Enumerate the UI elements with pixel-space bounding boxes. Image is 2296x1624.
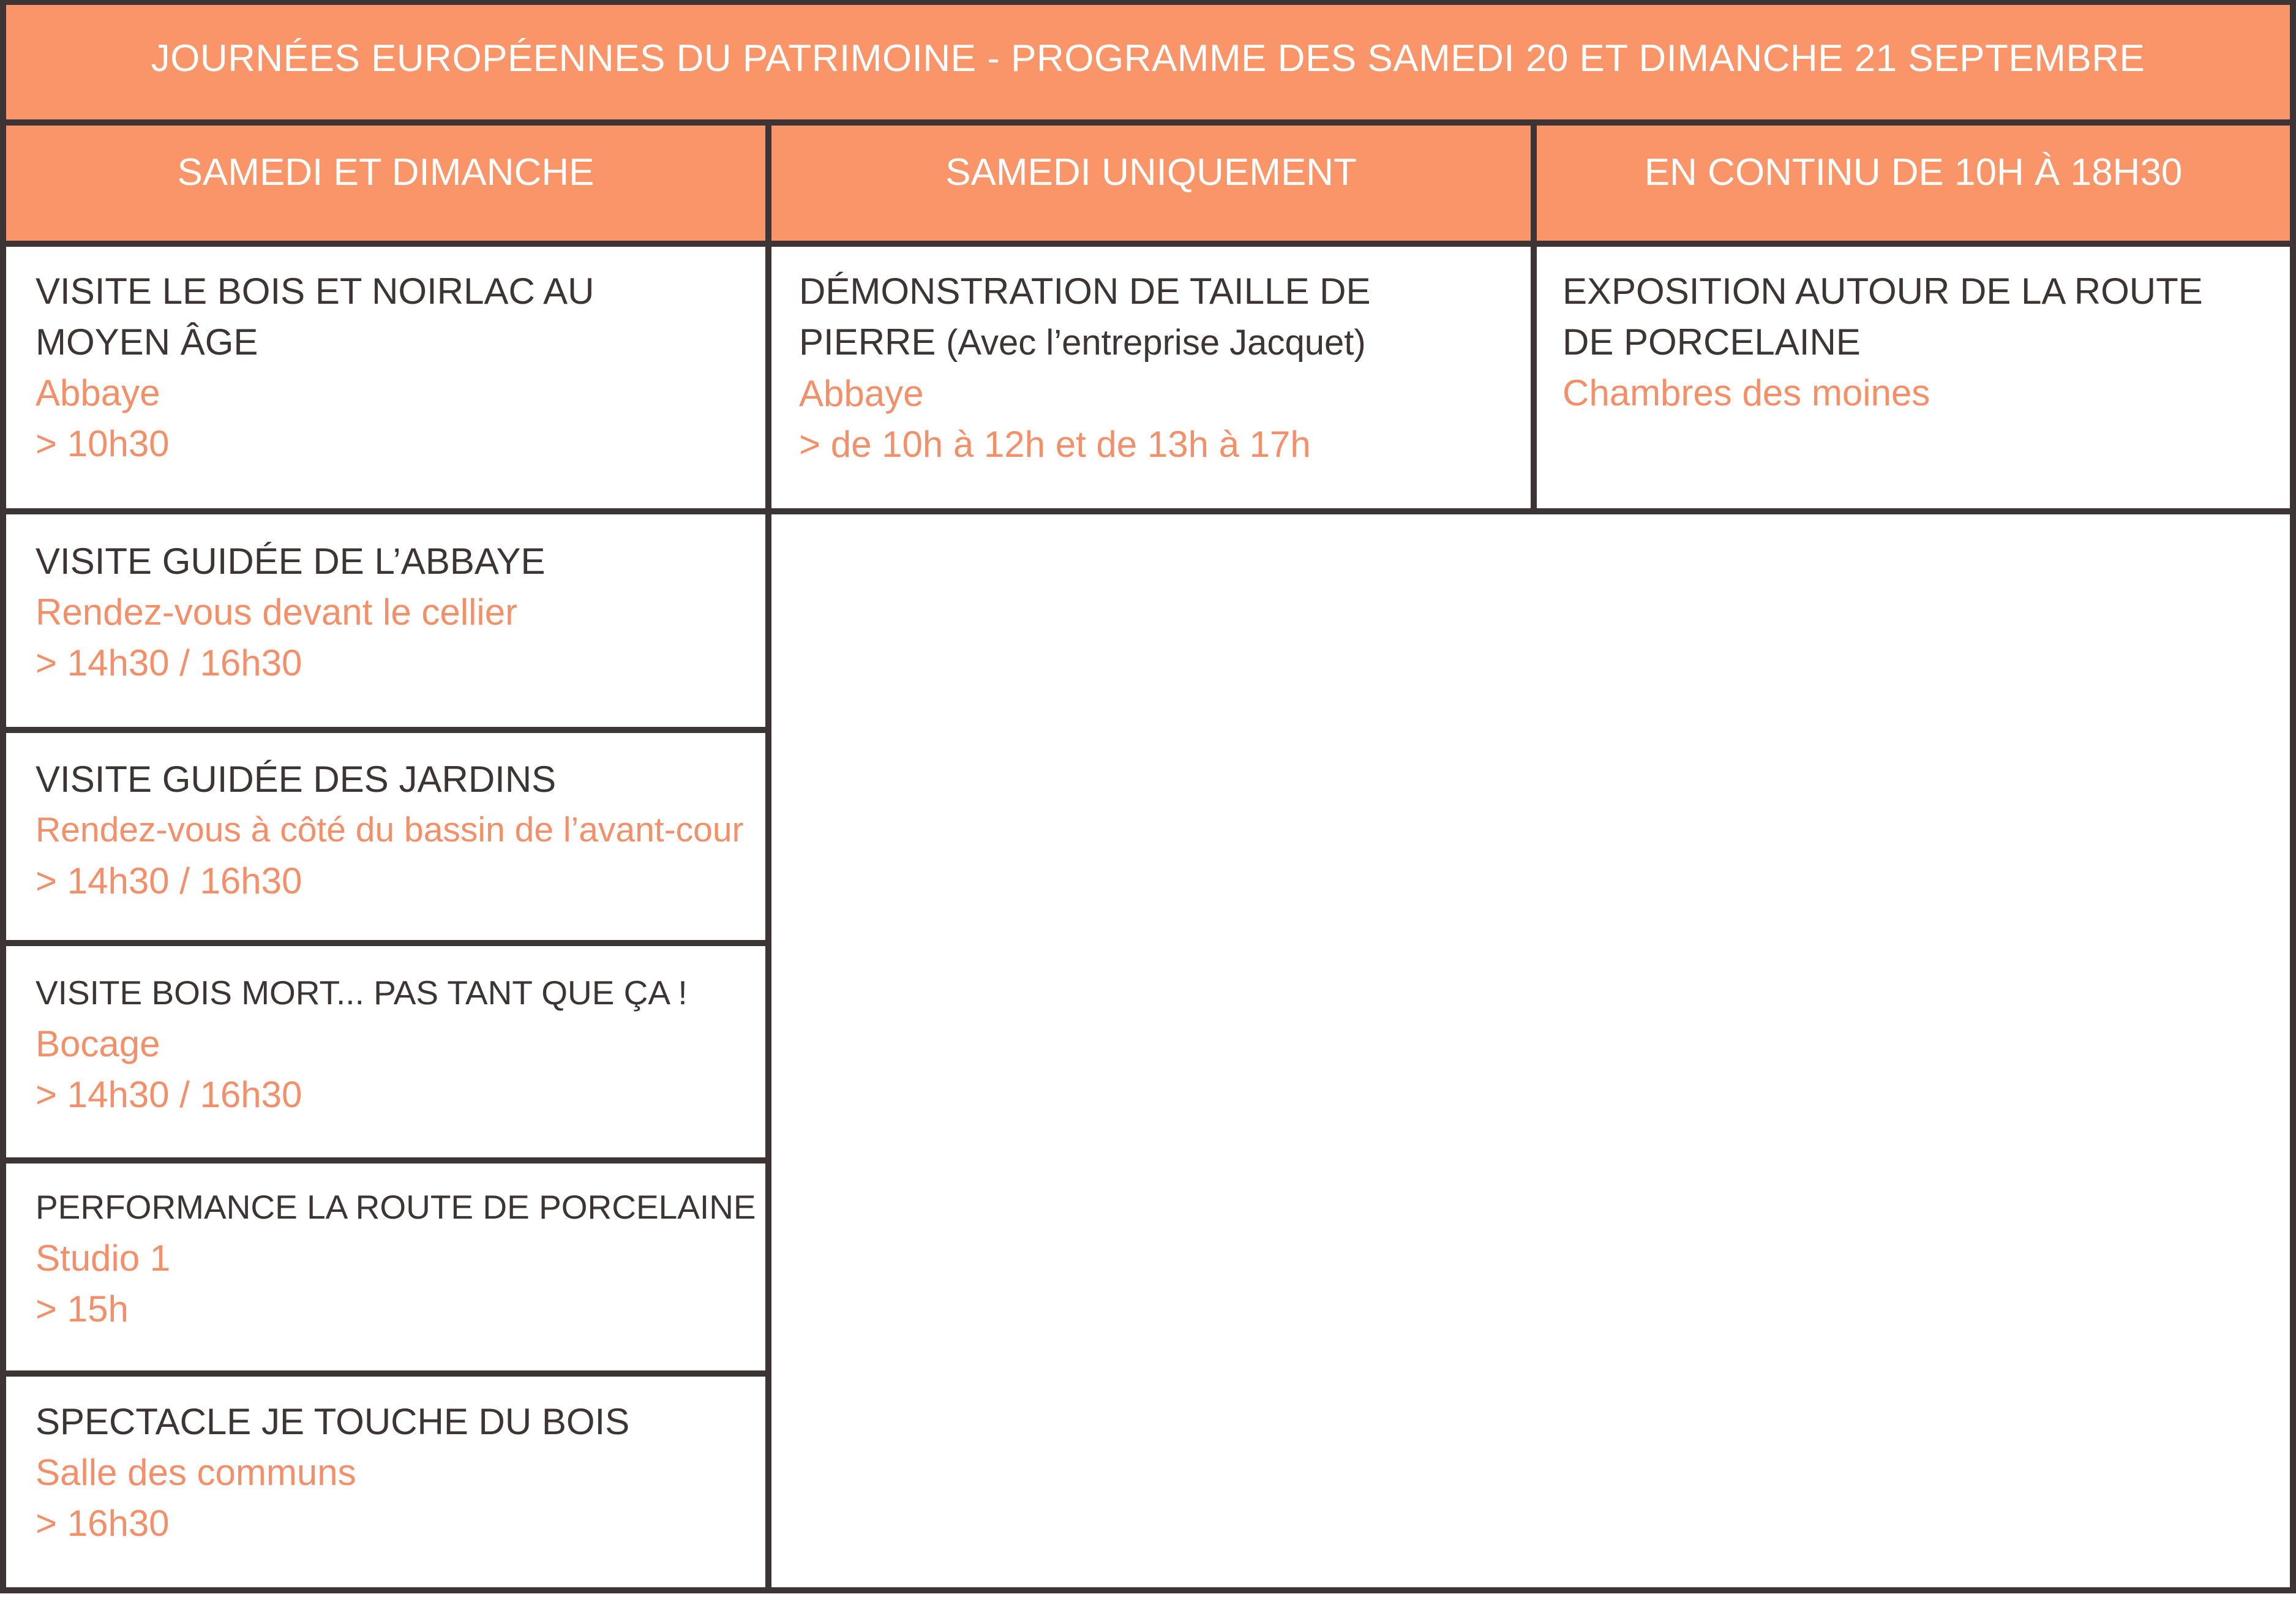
column-header-saturday-only: SAMEDI UNIQUEMENT (945, 151, 1357, 194)
event-title-line-2: DE PORCELAINE (1563, 321, 1861, 363)
border-row-5 (0, 1370, 768, 1377)
event-title: SPECTACLE JE TOUCHE DU BOIS (36, 1401, 630, 1442)
border-under-banner (0, 119, 2296, 126)
event-place: Bocage (36, 1023, 160, 1064)
event-visite-bois-mort (36, 968, 688, 1120)
border-row-4 (0, 1157, 768, 1163)
event-title-line-2: PIERRE (799, 321, 936, 363)
event-note: (Avec l’entreprise Jacquet) (946, 323, 1366, 363)
event-visite-bois-noirlac (36, 266, 595, 469)
column-header-saturday-sunday: SAMEDI ET DIMANCHE (177, 151, 595, 194)
border-under-first-row (0, 508, 2296, 514)
event-time: > 10h30 (36, 423, 170, 464)
event-time: > 16h30 (36, 1503, 170, 1544)
event-title-line-2-row (799, 317, 1371, 368)
border-under-headers (0, 241, 2296, 247)
event-spectacle-je-touche-du-bois (36, 1396, 629, 1549)
border-column-2 (1531, 119, 1537, 514)
event-visite-guidee-abbaye (36, 536, 546, 688)
column-header-continuous: EN CONTINU DE 10H À 18H30 (1644, 151, 2183, 194)
border-left (0, 0, 6, 1593)
event-time: > de 10h à 12h et de 13h à 17h (799, 424, 1311, 465)
event-title: VISITE GUIDÉE DE L’ABBAYE (36, 541, 546, 582)
event-title-line-1: EXPOSITION AUTOUR DE LA ROUTE (1563, 271, 2203, 312)
event-title-line-1: VISITE LE BOIS ET NOIRLAC AU (36, 271, 595, 312)
event-title-line-1: DÉMONSTRATION DE TAILLE DE (799, 271, 1371, 312)
event-title: VISITE BOIS MORT... PAS TANT QUE ÇA ! (36, 974, 688, 1012)
event-title-line-2: MOYEN ÂGE (36, 321, 258, 363)
event-place: Salle des communs (36, 1452, 356, 1493)
event-visite-guidee-jardins (36, 754, 744, 906)
event-time: > 14h30 / 16h30 (36, 1074, 302, 1115)
event-exposition-route-porcelaine (1563, 266, 2203, 418)
event-time: > 15h (36, 1288, 129, 1329)
event-place: Rendez-vous devant le cellier (36, 592, 518, 633)
event-place: Abbaye (799, 373, 924, 414)
border-top (0, 0, 2296, 5)
border-bottom (0, 1587, 2296, 1593)
border-row-2 (0, 727, 768, 733)
border-right (2290, 0, 2296, 1593)
event-performance-route-porcelaine (36, 1182, 756, 1334)
event-demonstration-taille-pierre (799, 266, 1371, 470)
event-place: Chambres des moines (1563, 372, 1930, 413)
event-place: Abbaye (36, 372, 160, 413)
event-time: > 14h30 / 16h30 (36, 642, 302, 683)
event-title: PERFORMANCE LA ROUTE DE PORCELAINE (36, 1188, 756, 1226)
event-title: VISITE GUIDÉE DES JARDINS (36, 759, 557, 800)
page-title: JOURNÉES EUROPÉENNES DU PATRIMOINE - PROGRAMME DES SAMEDI 20 ET DIMANCHE 21 SEPTEMBRE (151, 37, 2145, 80)
event-place: Studio 1 (36, 1238, 171, 1279)
border-column-1 (765, 119, 771, 1593)
event-place: Rendez-vous à côté du bassin de l’avant-cour (36, 810, 744, 849)
border-row-3 (0, 940, 768, 946)
event-time: > 14h30 / 16h30 (36, 860, 302, 901)
